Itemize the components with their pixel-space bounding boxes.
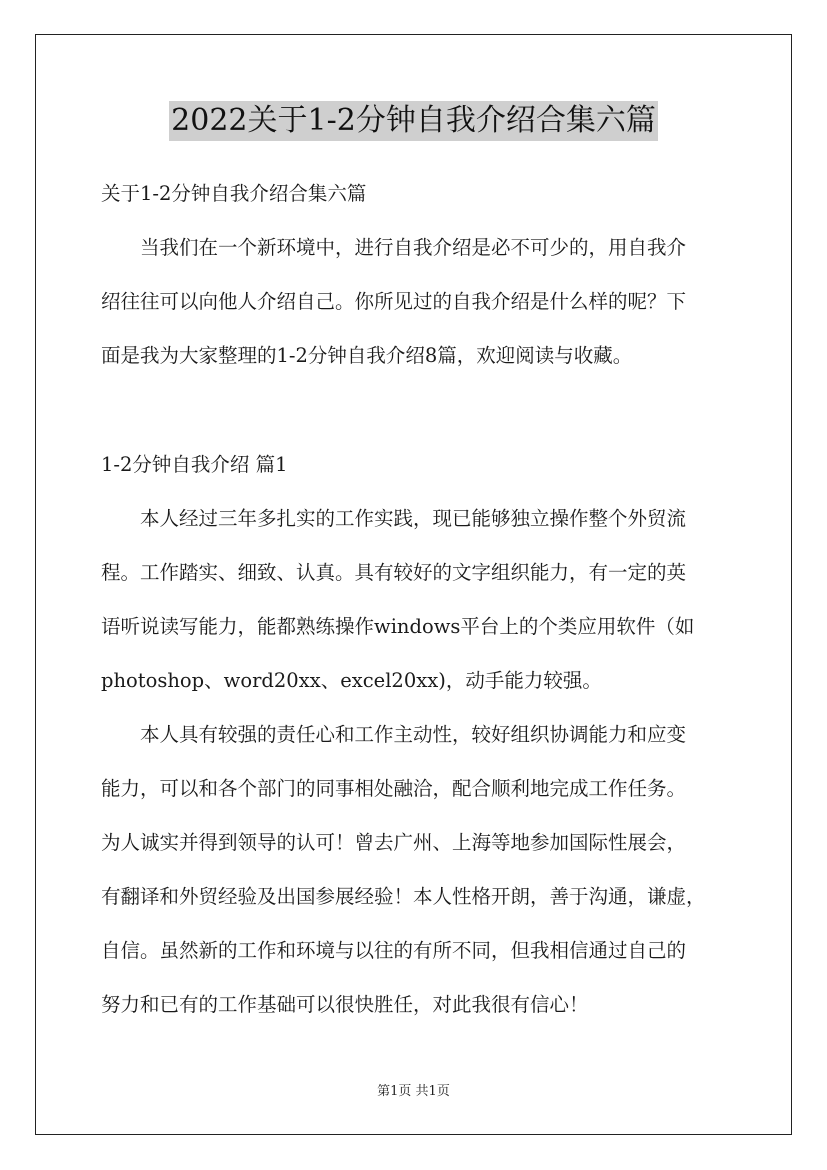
title-container — [0, 101, 827, 141]
para1-line-1: 本人经过三年多扎实的工作实践，现已能够独立操作整个外贸流 — [140, 507, 687, 530]
intro-line-2: 绍往往可以向他人介绍自己。你所见过的自我介绍是什么样的呢？下 — [101, 290, 687, 313]
para1-line-4: photoshop、word20xx、excel20xx)，动手能力较强。 — [101, 669, 602, 692]
para2-line-1: 本人具有较强的责任心和工作主动性，较好组织协调能力和应变 — [140, 723, 687, 746]
para2-line-3: 为人诚实并得到领导的认可！曾去广州、上海等地参加国际性展会， — [101, 831, 687, 854]
document-title: 2022关于1-2分钟自我介绍合集六篇 — [169, 101, 658, 141]
para1-line-3: 语听说读写能力，能都熟练操作windows平台上的个类应用软件（如 — [101, 615, 695, 638]
para2-line-4: 有翻译和外贸经验及出国参展经验！本人性格开朗，善于沟通，谦虚， — [101, 885, 706, 908]
intro-line-3: 面是我为大家整理的1-2分钟自我介绍8篇，欢迎阅读与收藏。 — [101, 344, 633, 367]
para2-line-2: 能力，可以和各个部门的同事相处融洽，配合顺利地完成工作任务。 — [101, 777, 687, 800]
para2-line-6: 努力和已有的工作基础可以很快胜任，对此我很有信心！ — [101, 993, 589, 1016]
intro-line-1: 当我们在一个新环境中，进行自我介绍是必不可少的，用自我介 — [140, 236, 687, 259]
page-number-footer: 第1页 共1页 — [377, 1084, 450, 1099]
subtitle: 关于1-2分钟自我介绍合集六篇 — [101, 182, 367, 205]
section-heading: 1-2分钟自我介绍 篇1 — [101, 453, 288, 476]
para1-line-2: 程。工作踏实、细致、认真。具有较好的文字组织能力，有一定的英 — [101, 561, 687, 584]
para2-line-5: 自信。虽然新的工作和环境与以往的有所不同，但我相信通过自己的 — [101, 939, 687, 962]
